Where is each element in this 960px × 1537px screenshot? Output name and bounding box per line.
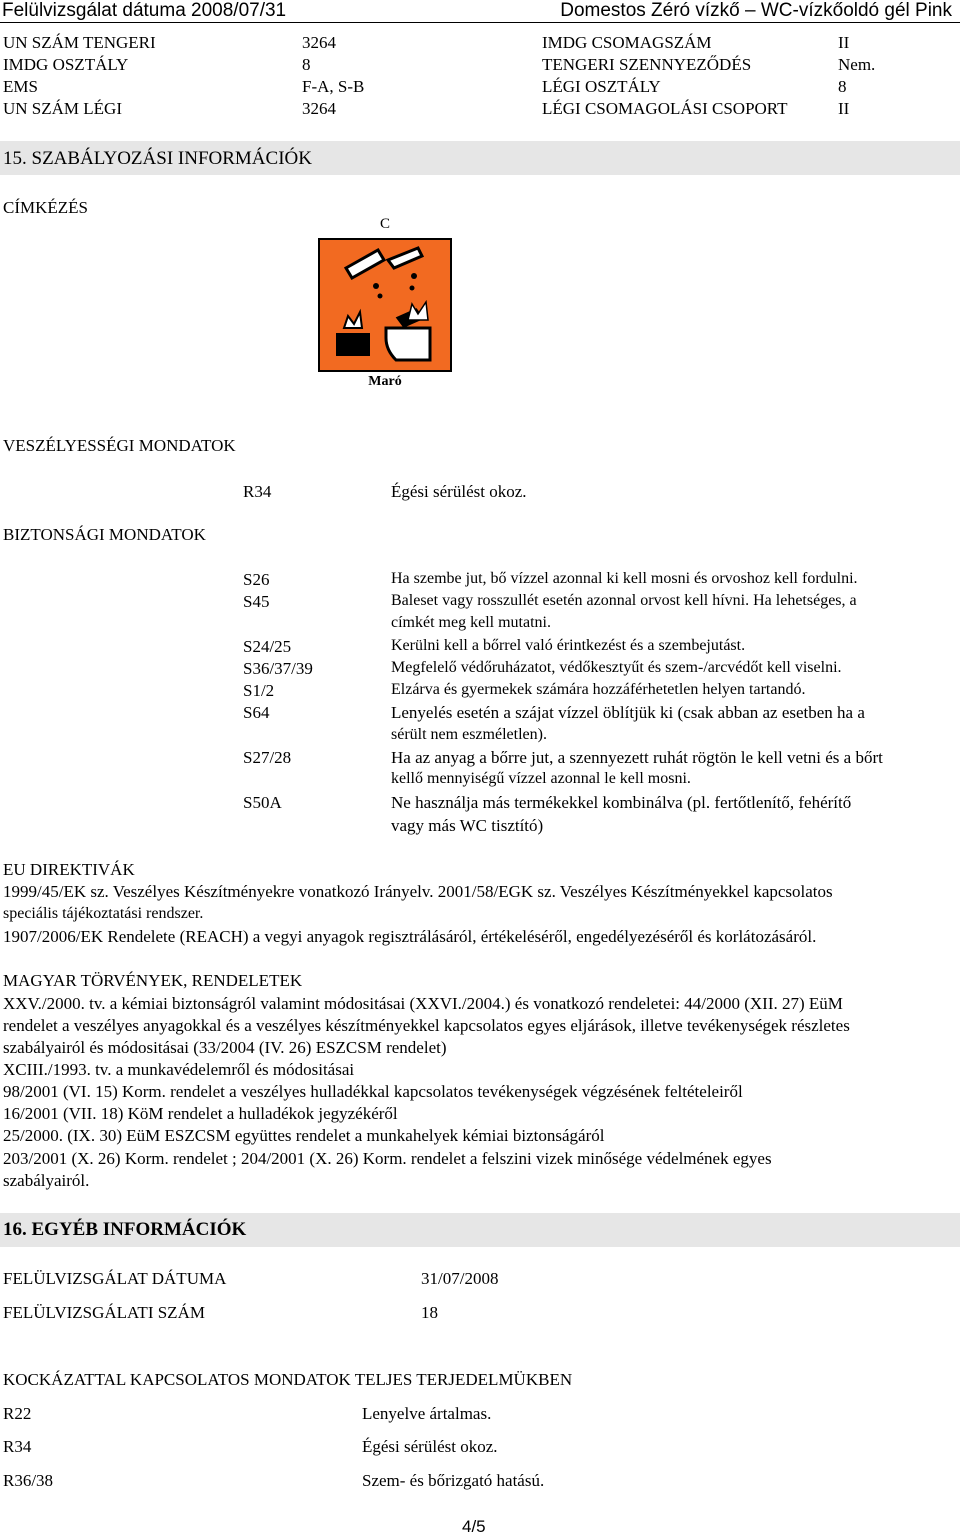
review-number-value: 18	[421, 1303, 438, 1322]
labeling-heading: CÍMKÉZÉS	[3, 198, 88, 217]
safety-text: Ha szembe jut, bő vízzel azonnal ki kell mosni és orvoshoz kell fordulni.	[391, 570, 858, 587]
transport-label: LÉGI CSOMAGOLÁSI CSOPORT	[542, 99, 788, 118]
corrosive-pictogram	[318, 216, 452, 390]
law-line: szabályairól.	[3, 1171, 90, 1190]
risk-text: Égési sérülést okoz.	[362, 1437, 498, 1456]
safety-text: Baleset vagy rosszullét esetén azonnal orvost kell hívni. Ha lehetséges, a	[391, 592, 857, 609]
safety-text: Lenyelés esetén a szájat vízzel öblítjük ki (csak abban az esetben ha a	[391, 703, 865, 722]
section-16-title: 16. EGYÉB INFORMÁCIÓK	[3, 1219, 247, 1240]
law-line: 98/2001 (VI. 15) Korm. rendelet a veszélyes hulladékkal kapcsolatos tevékenységek végzésének feltételeiről	[3, 1082, 743, 1101]
transport-value: 8	[302, 55, 311, 74]
transport-label: UN SZÁM LÉGI	[3, 99, 122, 118]
safety-code: S1/2	[243, 681, 275, 700]
transport-value: Nem.	[838, 55, 876, 74]
transport-value: II	[838, 33, 850, 52]
safety-code: S36/37/39	[243, 659, 313, 678]
pictogram-caption: Maró	[368, 374, 402, 389]
risk-text: Szem- és bőrizgató hatású.	[362, 1471, 545, 1490]
safety-code: S64	[243, 703, 270, 722]
transport-value: 8	[838, 77, 847, 96]
safety-text-cont: sérült nem eszméletlen).	[391, 726, 547, 743]
hungarian-laws-heading: MAGYAR TÖRVÉNYEK, RENDELETEK	[3, 971, 303, 990]
hazard-heading: VESZÉLYESSÉGI MONDATOK	[3, 436, 236, 455]
law-line: 203/2001 (X. 26) Korm. rendelet ; 204/2001 (X. 26) Korm. rendelet a felszini vizek minősége védelmének egyes	[3, 1149, 772, 1168]
safety-text: Megfelelő védőruházatot, védőkesztyűt és szem-/arcvédőt kell viselni.	[391, 659, 842, 676]
safety-code: S27/28	[243, 748, 292, 767]
transport-label: LÉGI OSZTÁLY	[542, 77, 661, 96]
transport-label: TENGERI SZENNYEZŐDÉS	[542, 55, 752, 74]
eu-directive-line: 1999/45/EK sz. Veszélyes Készítményekre vonatkozó Irányelv. 2001/58/EGK sz. Veszélyes Készítményekkel kapcsolatos	[3, 882, 833, 901]
safety-text-cont: vagy más WC tisztító)	[391, 816, 544, 835]
safety-heading: BIZTONSÁGI MONDATOK	[3, 525, 206, 544]
hazard-code: R34	[243, 482, 272, 501]
safety-text: Kerülni kell a bőrrel való érintkezést és a szembejutást.	[391, 637, 746, 654]
transport-value: 3264	[302, 33, 336, 52]
safety-text: Ne használja más termékekkel kombinálva (pl. fertőtlenítő, fehérítő	[391, 793, 852, 812]
review-number-label: FELÜLVIZSGÁLATI SZÁM	[3, 1303, 205, 1322]
transport-value: 3264	[302, 99, 336, 118]
review-date-label: FELÜLVIZSGÁLAT DÁTUMA	[3, 1269, 227, 1288]
eu-directive-line: 1907/2006/EK Rendelete (REACH) a vegyi anyagok regisztrálásáról, értékeléséről, engedélyezéséről és korlátozásáról.	[3, 927, 817, 946]
corrosive-icon	[318, 238, 452, 372]
safety-text: Ha az anyag a bőrre jut, a szennyezett ruhát rögtön le kell vetni és a bőrt	[391, 748, 883, 767]
risk-code: R36/38	[3, 1471, 54, 1490]
header-divider	[0, 22, 960, 23]
eu-directive-line: speciális tájékoztatási rendszer.	[3, 905, 204, 922]
section-15-title: 15. SZABÁLYOZÁSI INFORMÁCIÓK	[3, 148, 312, 169]
risk-code: R34	[3, 1437, 32, 1456]
safety-code: S26	[243, 570, 270, 589]
law-line: 16/2001 (VII. 18) KöM rendelet a hulladékok jegyzékéről	[3, 1104, 398, 1123]
law-line: szabályairól és módositásai (33/2004 (IV. 26) ESZCSM rendelet)	[3, 1038, 447, 1057]
transport-label: IMDG OSZTÁLY	[3, 55, 129, 74]
safety-text-cont: kellő mennyiségű vízzel azonnal le kell mosni.	[391, 770, 691, 787]
safety-code: S50A	[243, 793, 282, 812]
transport-label: EMS	[3, 77, 38, 96]
transport-label: UN SZÁM TENGERI	[3, 33, 156, 52]
law-line: rendelet a veszélyes anyagokkal és a veszélyes készítményekkel kapcsolatos egyes eljárások, illetve tevékenységek részletes	[3, 1016, 850, 1035]
transport-value: F-A, S-B	[302, 77, 365, 96]
law-line: XXV./2000. tv. a kémiai biztonságról valamint módositásai (XXVI./2004.) és vonatkozó rendeletei: 44/2000 (XII. 27) EüM	[3, 994, 843, 1013]
transport-value: II	[838, 99, 850, 118]
risk-code: R22	[3, 1404, 32, 1423]
review-date-value: 31/07/2008	[421, 1269, 499, 1288]
pictogram-letter: C	[379, 216, 390, 232]
safety-text-cont: címkét meg kell mutatni.	[391, 614, 551, 631]
safety-code: S45	[243, 592, 270, 611]
safety-text: Elzárva és gyermekek számára hozzáférhetetlen helyen tartandó.	[391, 681, 806, 698]
law-line: 25/2000. (IX. 30) EüM ESZCSM együttes rendelet a munkahelyek kémiai biztonságáról	[3, 1126, 605, 1145]
page-number: 4/5	[462, 1517, 486, 1536]
safety-code: S24/25	[243, 637, 292, 656]
header-review-date: Felülvizsgálat dátuma 2008/07/31	[2, 0, 287, 21]
risk-phrases-heading: KOCKÁZATTAL KAPCSOLATOS MONDATOK TELJES TERJEDELMÜKBEN	[3, 1370, 573, 1389]
risk-text: Lenyelve ártalmas.	[362, 1404, 492, 1423]
transport-label: IMDG CSOMAGSZÁM	[542, 33, 712, 52]
eu-directives-heading: EU DIREKTIVÁK	[3, 860, 135, 879]
header-product-name: Domestos Zéró vízkő – WC-vízkőoldó gél Pink	[560, 0, 952, 21]
hazard-text: Égési sérülést okoz.	[391, 482, 527, 501]
law-line: XCIII./1993. tv. a munkavédelemről és módositásai	[3, 1060, 355, 1079]
